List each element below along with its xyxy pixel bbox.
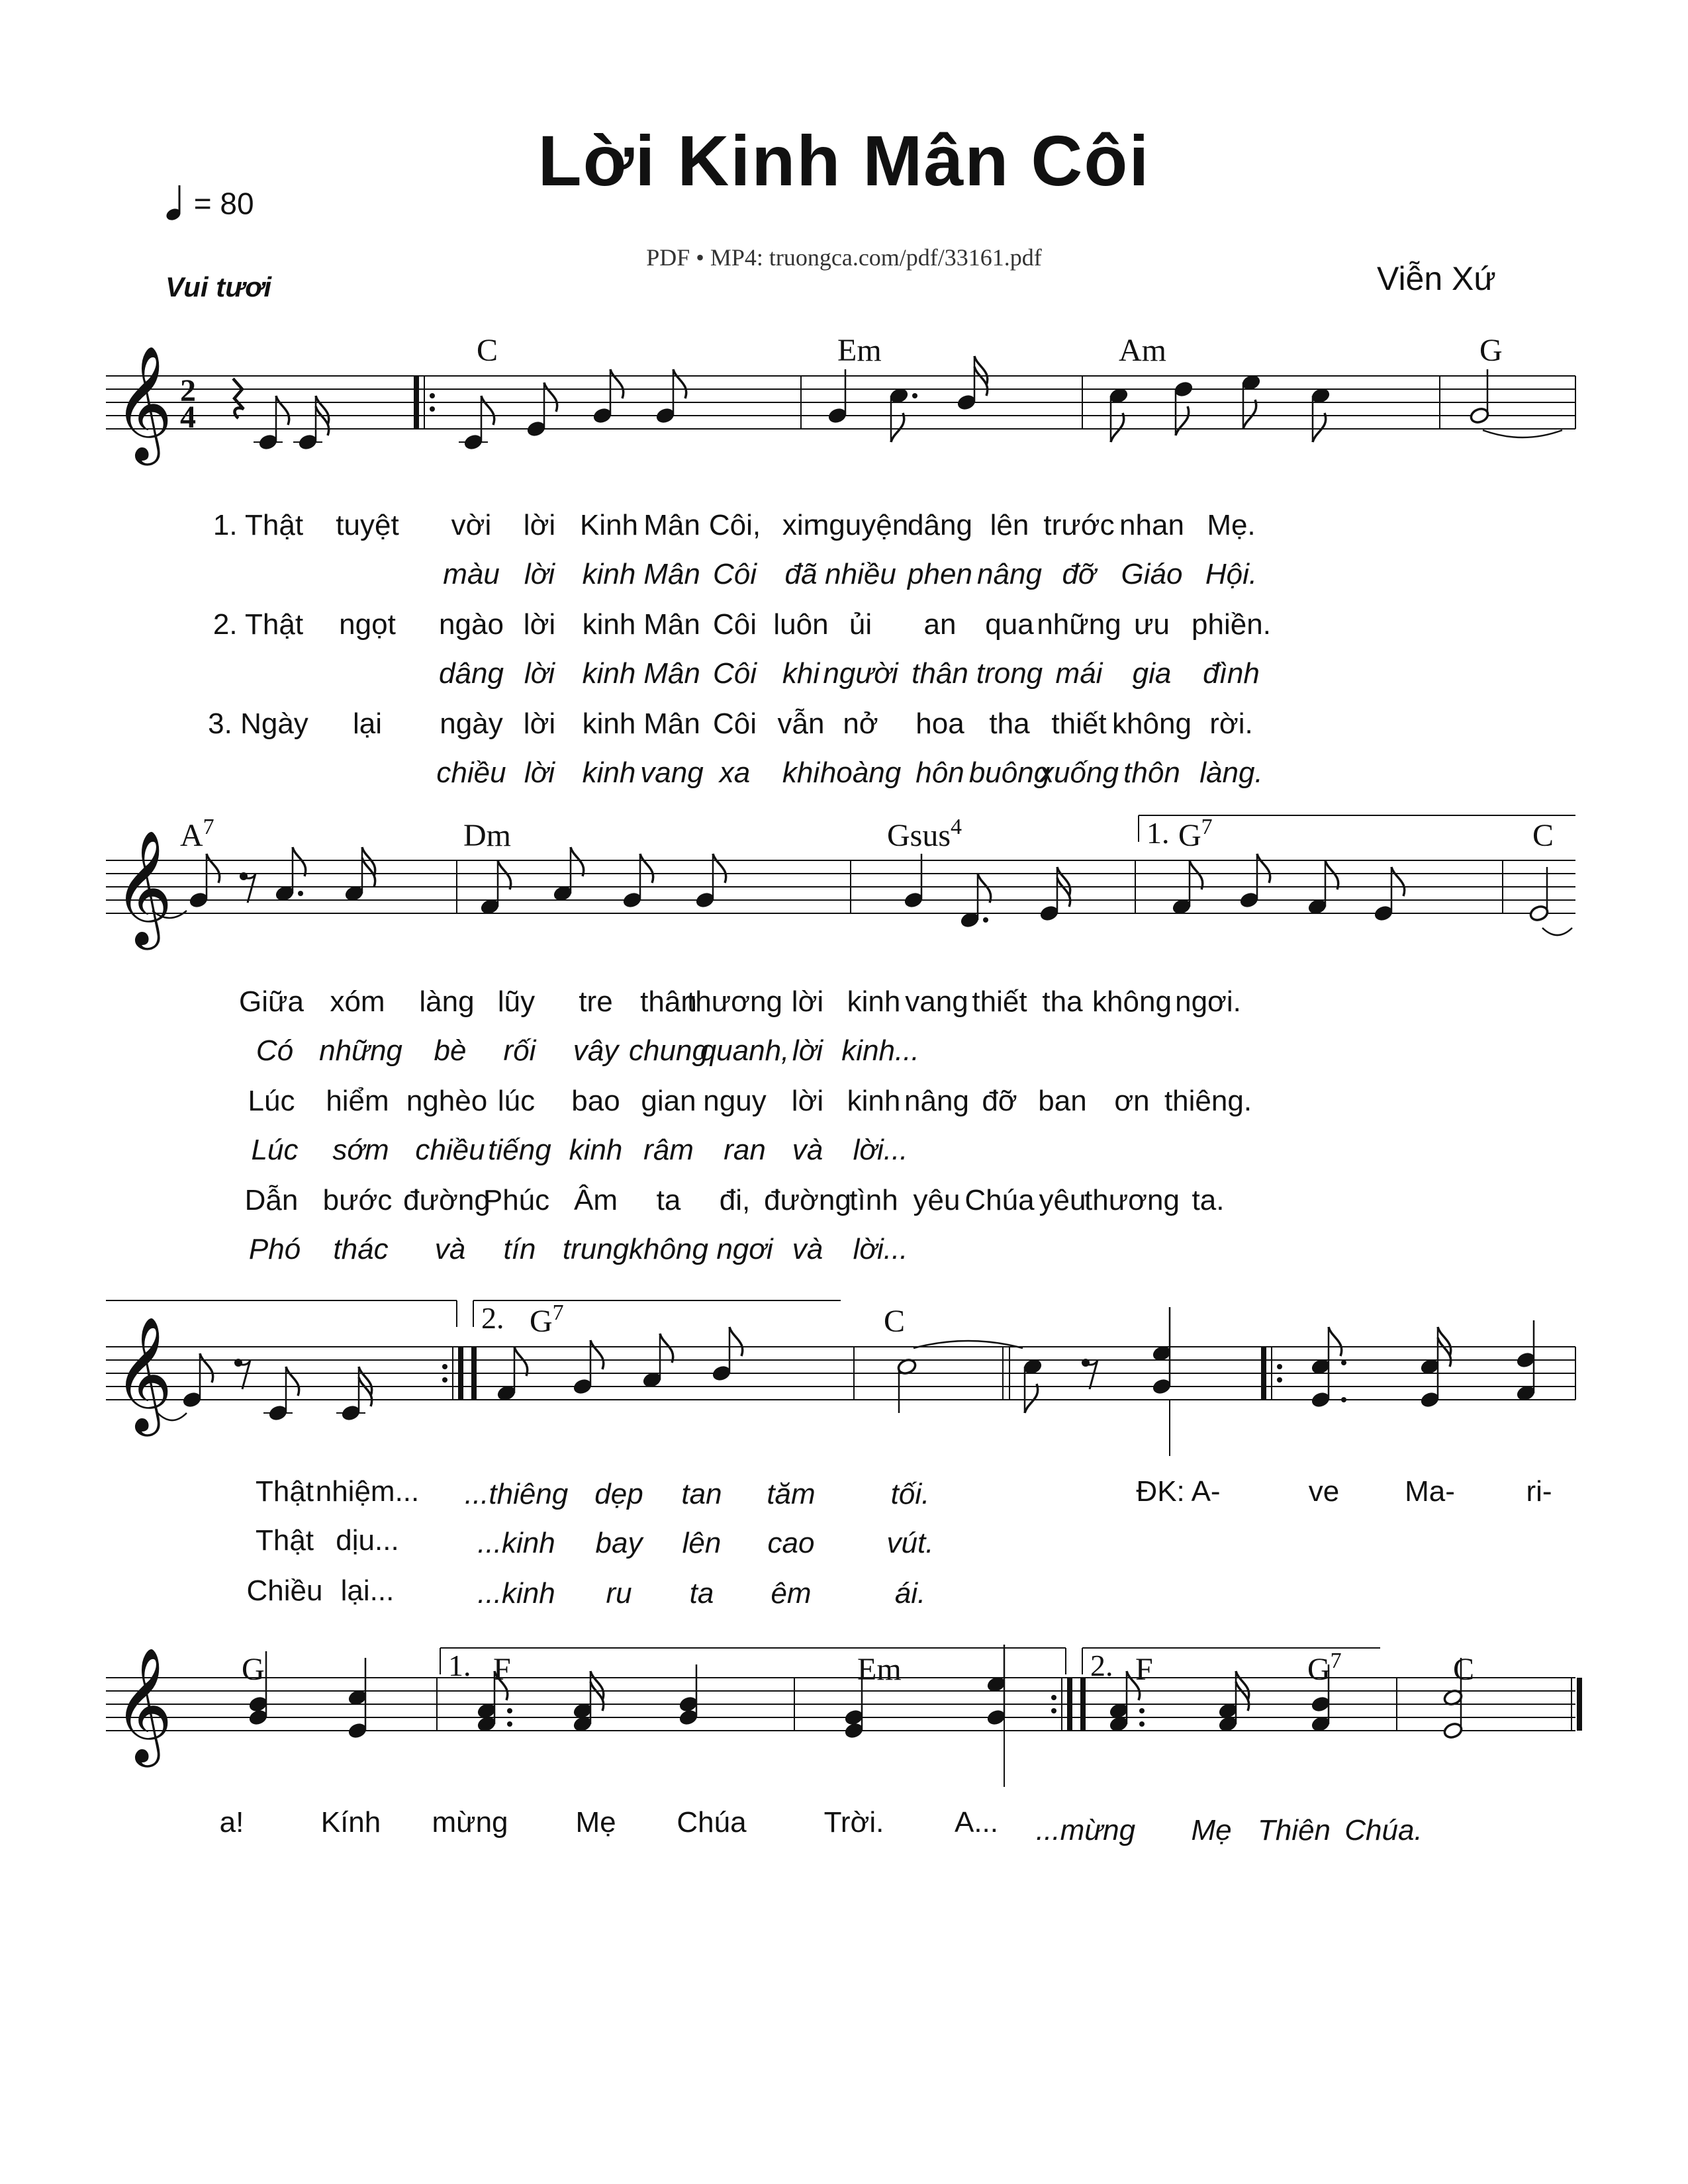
lyric-syllable: ngào [439,608,504,641]
lyric-syllable: Côi [712,608,757,641]
lyric-syllable: chiều [415,1134,485,1166]
lyric-syllable: lời [524,657,555,690]
lyric-syllable: bè [434,1034,467,1067]
lyric-syllable: êm [771,1577,812,1610]
lyric-syllable: Thật [255,1524,314,1557]
repeat-start [1261,1347,1266,1400]
lyric-syllable: tuyệt [336,509,399,541]
time-signature-bottom: 4 [180,400,196,435]
lyric-syllable: tha [1042,985,1083,1018]
lyric-syllable: kinh... [841,1034,919,1067]
lyric-syllable: khi [782,756,820,789]
note-flag [713,854,726,883]
lyric-syllable: thác [333,1233,389,1265]
lyric-syllable: thương [1084,1184,1180,1216]
lyric-syllable: lên [990,509,1029,541]
lyric-syllable: hoa [915,707,964,740]
lyric-syllable: đỡ [1062,558,1096,590]
lyric-syllable: xa [719,756,751,789]
augmentation-dot [430,406,435,412]
lyric-syllable: Chiều [246,1574,323,1607]
note-flag [286,1367,299,1396]
lyric-syllable: ru [606,1577,632,1610]
augmentation-dot [1341,1397,1346,1402]
lyric-syllable: người [823,657,898,690]
lyric-syllable: gia [1132,657,1172,690]
lyric-syllable: nguyện [812,509,909,541]
lyric-syllable: ...mừng [1035,1814,1136,1846]
lyric-syllable: thiết [972,985,1027,1018]
lyric-syllable: râm [643,1134,694,1166]
note-flag [481,396,494,425]
lyric-syllable: nhan [1119,509,1184,541]
lyric-syllable: lời [524,558,555,590]
lyric-syllable: Côi, [708,509,761,541]
lyric-syllable: dẹp [594,1478,643,1510]
lyric-syllable: và [792,1134,823,1166]
lyric-syllable: tiếng [488,1134,551,1166]
lyric-syllable: vang [905,985,968,1018]
lyric-syllable: ...kinh [477,1577,555,1610]
lyric-syllable: Mẹ [575,1806,616,1839]
lyric-syllable: tăm [767,1478,816,1510]
lyric-syllable: lời [523,509,556,541]
repeat-end [458,1347,463,1400]
lyric-syllable: luôn [773,608,829,641]
lyric-syllable: những [319,1034,402,1067]
lyric-syllable: lời [791,985,824,1018]
chord-symbol: Em [837,333,882,368]
expression-marking: Vui tươi [165,271,272,302]
note-flag [514,1347,528,1376]
volta-label: 2. [481,1301,504,1335]
chord-symbol: $G^7$ [1307,1649,1342,1687]
lyric-syllable: đỡ [982,1085,1017,1117]
lyric-syllable: đình [1203,657,1260,690]
note-flag [1257,854,1270,883]
augmentation-dot [442,1377,447,1383]
lyric-syllable: xin [782,509,820,541]
lyric-syllable: ta [689,1577,714,1610]
note-flag [544,383,557,412]
lyric-syllable: những [1037,608,1121,641]
lyric-syllable: Mân [643,558,700,590]
lyric-syllable: Giáo [1121,558,1183,590]
lyric-syllable: Côi [712,558,757,590]
lyric-syllable: 2. Thật [212,608,304,641]
chord-symbol: $A^7$ [180,815,214,853]
lyric-syllable: phiền. [1192,608,1271,641]
lyric-syllable: Mẹ [1191,1814,1232,1846]
lyric-syllable: A... [954,1806,999,1839]
note-flag [1025,1384,1038,1413]
lyric-syllable: kinh [582,558,636,590]
lyric-syllable: ran [724,1134,766,1166]
note-flag [1243,400,1256,429]
lyric-syllable: ơn [1114,1085,1150,1117]
lyric-syllable: Phúc [483,1184,550,1216]
lyric-syllable: vút. [886,1527,934,1559]
lyric-syllable: ĐK: A- [1136,1475,1221,1508]
lyric-syllable: hôn [915,756,964,789]
note-flag [1176,406,1189,435]
lyric-syllable: khi [782,657,820,690]
lyric-syllable: trước [1043,509,1115,541]
lyric-syllable: và [434,1233,466,1265]
chord-symbol: F [1135,1652,1153,1687]
lyric-syllable: sớm [332,1134,389,1166]
lyric-syllable: kinh [569,1134,623,1166]
chord-symbol: C [884,1304,906,1339]
note-flag [207,854,220,883]
lyric-syllable: qua [985,608,1034,641]
lyric-syllable: kinh [847,985,901,1018]
lyric-syllable: tre [579,985,613,1018]
lyric-syllable: nhiều [825,558,896,590]
lyric-syllable: lời [523,608,556,641]
lyric-syllable: Lúc [251,1134,299,1166]
treble-clef-icon: 𝄞 [114,345,173,461]
lyric-syllable: màu [443,558,500,590]
note-flag [1111,413,1124,442]
lyric-syllable: quanh, [700,1034,790,1067]
eighth-rest [1086,1360,1098,1389]
lyric-syllable: kinh [582,608,636,641]
lyric-syllable: Lúc [248,1085,295,1117]
treble-clef-icon: 𝄞 [114,1647,173,1762]
lyric-syllable: Trời. [823,1806,884,1839]
lyric-syllable: rời. [1209,707,1253,740]
lyric-syllable: bao [571,1085,620,1117]
lyric-syllable: Hội. [1205,558,1258,590]
lyric-syllable: không [1092,985,1172,1018]
lyric-syllable: Thiên [1257,1814,1331,1846]
augmentation-dot [912,393,917,398]
lyric-syllable: ngọt [339,608,396,641]
lyric-syllable: yêu [913,1184,961,1216]
lyric-syllable: và [792,1233,823,1265]
lyric-syllable: Mân [643,509,700,541]
lyric-syllable: cao [767,1527,815,1559]
note-flag [640,854,653,883]
lyric-syllable: làng. [1199,756,1263,789]
lyric-syllable: mừng [432,1806,508,1839]
lyric-syllable: ủi [849,608,872,641]
lyric-syllable: Âm [574,1184,618,1216]
lyric-syllable: lúc [497,1085,536,1117]
lyric-syllable: vẫn [777,707,825,740]
source-link[interactable]: PDF • MP4: truongca.com/pdf/33161.pdf [646,244,1042,271]
lyric-syllable: 3. Ngày [208,707,308,740]
note-flag [610,369,624,398]
lyric-syllable: Chúa [964,1184,1035,1216]
lyric-syllable: ri- [1526,1475,1552,1508]
lyric-syllable: thiết [1051,707,1107,740]
lyric-syllable: ...thiêng [464,1478,569,1510]
eighth-rest [244,874,256,903]
lyric-syllable: tha [989,707,1030,740]
lyric-syllable: xóm [330,985,385,1018]
lyric-syllable: nguy [703,1085,767,1117]
augmentation-dot [983,917,988,923]
lyric-syllable: Côi [712,657,757,690]
chord-symbol: $G^7$ [1178,815,1213,853]
lyric-syllable: hiểm [326,1085,389,1117]
lyric-syllable: Mân [643,608,700,641]
lyric-syllable: kinh [582,657,636,690]
quarter-rest [233,379,244,418]
lyric-syllable: nâng [977,558,1042,590]
note-flag [571,847,584,876]
augmentation-dot [1277,1377,1282,1383]
lyric-syllable: lời [791,1085,824,1117]
lyric-syllable: lũy [497,985,536,1018]
lyric-syllable: ve [1308,1475,1340,1508]
lyric-syllable: lời... [853,1134,908,1166]
augmentation-dot [1277,1364,1282,1369]
note-flag [673,369,686,398]
note-flag [891,413,904,442]
lyric-syllable: tình [849,1184,898,1216]
lyric-syllable: ái. [894,1577,926,1610]
lyric-syllable: Phó [248,1233,301,1265]
augmentation-dot [507,1708,512,1713]
lyric-syllable: đã [784,558,818,590]
lyric-syllable: thân [912,657,968,690]
lyric-syllable: ban [1038,1085,1087,1117]
lyric-syllable: tối. [890,1478,930,1510]
lyric-syllable: dịu... [336,1524,399,1557]
lyric-syllable: Chúa [677,1806,747,1839]
lyric-syllable: làng [419,985,475,1018]
song-title: Lời Kinh Mân Côi [538,120,1150,201]
lyric-syllable: lời [792,1034,823,1067]
tie [1483,430,1562,437]
volta-label: 1. [448,1649,471,1682]
lyric-syllable: Kinh [579,509,639,541]
lyric-syllable: gian [641,1085,696,1117]
note-flag [1190,860,1203,889]
lyric-syllable: thân [640,985,697,1018]
lyric-syllable: Thật [255,1475,314,1508]
augmentation-dot [507,1721,512,1727]
lyric-syllable: kinh [582,756,636,789]
treble-clef-icon: 𝄞 [114,1316,173,1432]
lyric-syllable: đi, [719,1184,751,1216]
lyric-syllable: tan [681,1478,722,1510]
lyric-syllable: lại [352,707,383,740]
lyric-syllable: ngơi [716,1233,773,1265]
lyric-syllable: rối [503,1034,536,1067]
lyric-syllable: nâng [904,1085,969,1117]
lyric-syllable: ta [656,1184,681,1216]
augmentation-dot [1139,1721,1145,1727]
lyric-syllable: không [1112,707,1192,740]
lyric-syllable: trung [562,1233,630,1265]
lyric-syllable: Kính [320,1806,381,1839]
repeat-start [414,376,419,429]
chord-symbol: F [493,1652,511,1687]
note-flag [498,860,511,889]
augmentation-dot [1051,1695,1056,1700]
lyric-syllable: lời [524,756,555,789]
treble-clef-icon: 𝄞 [114,830,173,945]
note-flag [293,847,306,876]
lyric-syllable: vời [451,509,492,541]
chord-symbol: G [242,1652,265,1687]
lyric-syllable: Ma- [1405,1475,1455,1508]
final-barline [1577,1678,1582,1731]
chord-symbol: Am [1119,333,1166,368]
lyric-syllable: ...kinh [477,1527,555,1559]
lyric-syllable: dâng [439,657,504,690]
note-flag [276,396,289,425]
composer: Viễn Xứ [1377,260,1496,297]
lyric-syllable: Chúa. [1344,1814,1423,1846]
lyric-syllable: vây [573,1034,619,1067]
chord-symbol: C [1453,1652,1475,1687]
lyric-syllable: an [923,608,957,641]
lyric-syllable: ngơi. [1175,985,1241,1018]
lyric-syllable: xuống [1039,756,1119,789]
lyric-syllable: hoàng [820,756,902,789]
lyric-syllable: mái [1055,657,1103,690]
note-flag [729,1327,743,1356]
augmentation-dot [1341,1360,1346,1365]
lyric-syllable: Côi [712,707,757,740]
lyric-syllable: Có [256,1034,294,1067]
lyric-syllable: Giữa [239,985,304,1018]
lyric-syllable: ưu [1134,608,1170,641]
note-flag [660,1334,673,1363]
chord-symbol: C [477,333,498,368]
augmentation-dot [1051,1708,1056,1713]
lyric-syllable: kinh [847,1085,901,1117]
lyric-syllable: lời... [853,1233,908,1265]
lyric-syllable: bay [595,1527,643,1559]
chord-symbol: $G^7$ [530,1300,564,1339]
lyric-syllable: không [629,1233,708,1265]
lyric-syllable: Dẫn [244,1184,299,1216]
lyric-syllable: kinh [582,707,636,740]
augmentation-dot [430,393,435,398]
note-flag [590,1340,604,1369]
lyric-syllable: trong [976,657,1043,690]
repeat-end [471,1347,477,1400]
lyric-syllable: lên [682,1527,722,1559]
lyric-syllable: vang [640,756,704,789]
lyric-syllable: thương [687,985,782,1018]
lyric-syllable: nhiệm... [315,1475,420,1508]
augmentation-dot [442,1364,447,1369]
tie [1542,928,1572,935]
lyric-syllable: buông [968,756,1051,789]
lyric-syllable: tín [503,1233,536,1265]
lyric-syllable: 1. Thật [212,509,304,541]
augmentation-dot [298,891,303,896]
lyric-syllable: Mân [643,657,700,690]
lyric-syllable: bước [322,1184,393,1216]
chord-symbol: Gsus$^4$ [887,815,962,853]
note-flag [1391,867,1405,896]
note-flag [1329,1327,1342,1356]
lyric-syllable: thiêng. [1164,1085,1252,1117]
lyric-syllable: a! [219,1806,244,1839]
lyric-syllable: dâng [908,509,972,541]
note-flag [1325,860,1338,889]
lyric-syllable: chiều [436,756,506,789]
tempo-bpm: = 80 [193,186,254,221]
lyric-syllable: ngày [440,707,503,740]
lyric-syllable: yêu [1039,1184,1086,1216]
chord-symbol: C [1532,818,1554,853]
lyric-syllable: lời [523,707,556,740]
lyric-syllable: ta. [1192,1184,1225,1216]
lyric-syllable: Mân [643,707,700,740]
lyric-syllable: thôn [1123,756,1180,789]
lyric-syllable: lại... [340,1574,395,1607]
chord-symbol: Dm [463,818,511,853]
volta-label: 1. [1147,816,1170,850]
volta-label: 2. [1090,1649,1113,1682]
augmentation-dot [1139,1708,1145,1713]
note-flag [200,1353,213,1383]
lyric-syllable: chung [629,1034,708,1067]
chord-symbol: Em [857,1652,902,1687]
time-signature-top: 2 [180,373,196,408]
lyric-syllable: nghèo [406,1085,488,1117]
chord-symbol: G [1479,333,1503,368]
repeat-end [1067,1678,1072,1731]
lyric-syllable: Mẹ. [1207,509,1256,541]
lyric-syllable: nở [843,707,878,740]
note-flag [978,874,991,903]
eighth-rest [238,1360,250,1389]
lyric-syllable: đường [403,1184,491,1216]
repeat-end [1080,1678,1086,1731]
lyric-syllable: phen [908,558,972,590]
lyric-syllable: đường [764,1184,851,1216]
note-flag [1313,413,1326,442]
